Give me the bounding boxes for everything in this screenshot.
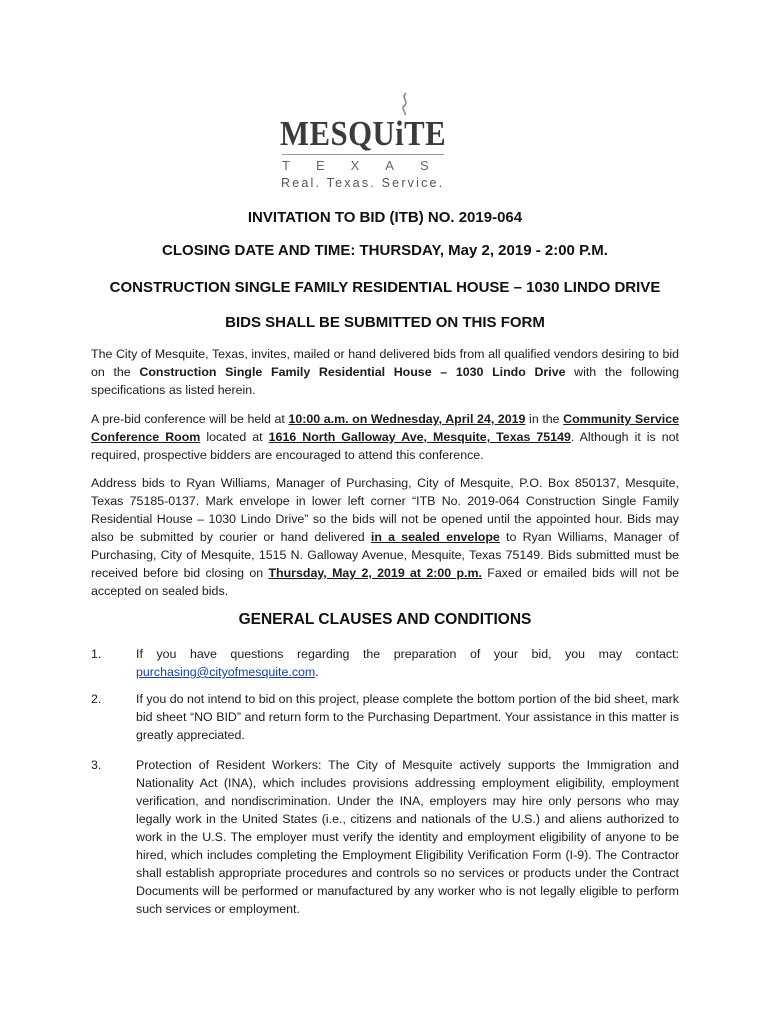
text-run: . Although it is not required, prospective bidders are encouraged to attend this conference. [91,430,679,462]
purchasing-email-link[interactable]: purchasing@cityofmesquite.com [136,665,316,679]
clause-text: Protection of Resident Workers: The City of Mesquite actively supports the Immigration and Nationality Act (INA), which includes provisions addressing employment eligibility, employment verification, and nondiscrimination. Under the INA, employers may hire only persons who may legally work in the United States (i.e., citizens and nationals of the U.S.) and aliens authorized to work in the U.S. The employer must verify the identity and employment eligibility of anyone to be hired, which includes completing the Employment Eligibility Verification Form (I-9). The Contractor shall establish appropriate procedures and controls so no services or products under the Contract Documents will be performed or manufactured by any worker who is not legally eligible to perform such services or employment. [136,758,679,916]
text-run: with the following specifications as listed herein. [91,365,679,397]
project-title-heading: CONSTRUCTION SINGLE FAMILY RESIDENTIAL HOUSE – 1030 LINDO DRIVE [109,279,661,296]
clause-number: 1. [91,647,102,661]
general-clauses-heading: GENERAL CLAUSES AND CONDITIONS [238,611,532,628]
pre-bid-paragraph [91,410,679,464]
clause-number: 2. [91,692,102,706]
mesquite-logo [280,92,460,192]
logo-tagline: Real. Texas. Service. [281,176,445,190]
form-notice-heading: BIDS SHALL BE SUBMITTED ON THIS FORM [225,314,545,331]
text-run: . [315,665,319,679]
conference-address: 1616 North Galloway Ave, Mesquite, Texas 75149 [268,430,571,444]
closing-date-heading: CLOSING DATE AND TIME: THURSDAY, May 2, 2019 - 2:00 P.M. [162,242,608,259]
text-run: Faxed or emailed bids will not be accepted on sealed bids. [91,566,679,598]
text-run: Address bids to Ryan Williams, Manager of Purchasing, City of Mesquite, P.O. Box 850137, Mesquite, Texas 75185-0137. Mark envelope in lower left corner “ITB No. 2019-064 Construction Single Family Residential House – 1030 Lindo Drive” so the bids will not be opened until the appointed hour. Bids may also be submitted by courier or hand delivered [91,476,679,544]
text-run: to Ryan Williams, Manager of Purchasing, City of Mesquite, 1515 N. Galloway Avenue, Mesquite, Texas 75149. Bids submitted must be received before bid closing on [91,530,679,580]
text-run: in the [525,412,564,426]
text-run: The City of Mesquite, Texas, invites, mailed or hand delivered bids from all qualified vendors desiring to bid on the [91,347,679,379]
conference-room: Community Service Conference Room [91,412,680,444]
text-run: A pre-bid conference will be held at [91,412,289,426]
submission-paragraph [91,474,679,600]
invitation-paragraph [91,345,679,399]
steam-icon [398,92,412,116]
logo-wordmark: MESQUiTE [280,114,447,153]
text-run: If you have questions regarding the preparation of your bid, you may contact: [136,647,679,661]
clause-text: If you do not intend to bid on this project, please complete the bottom portion of the bid sheet, mark bid sheet “NO BID” and return form to the Purchasing Department. Your assistance in this matter is greatly appreciated. [136,692,679,742]
project-name-bold: Construction Single Family Residential House – 1030 Lindo Drive [139,365,566,379]
closing-deadline: Thursday, May 2, 2019 at 2:00 p.m. [268,566,482,580]
clause-number: 3. [91,758,102,772]
clause-text [136,645,679,681]
itb-number-heading: INVITATION TO BID (ITB) NO. 2019-064 [247,209,523,226]
logo-divider [282,154,444,155]
conference-time: 10:00 a.m. on Wednesday, April 24, 2019 [288,412,526,426]
sealed-envelope-note: in a sealed envelope [370,530,500,544]
text-run: located at [200,430,269,444]
logo-state: TEXAS [282,158,455,173]
